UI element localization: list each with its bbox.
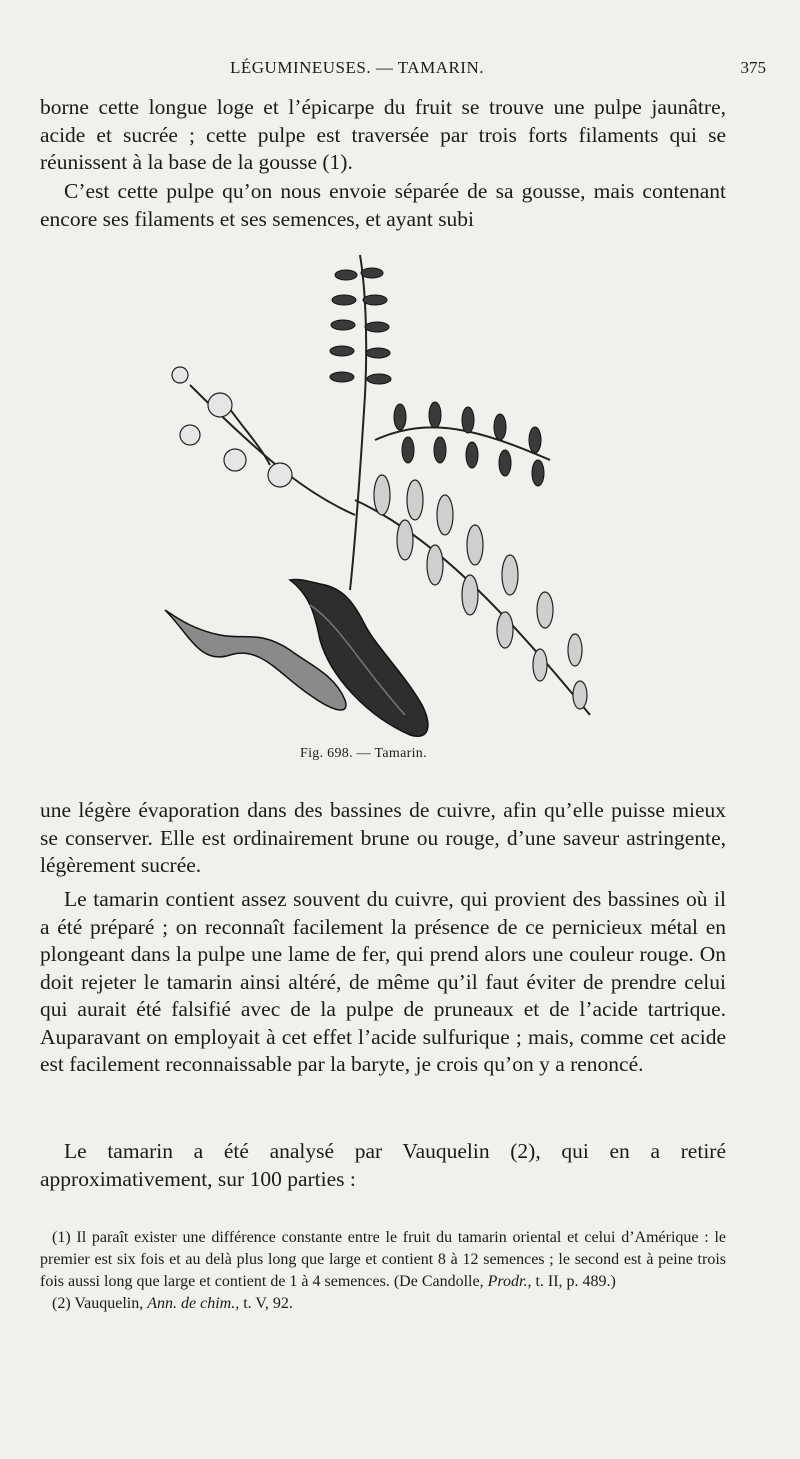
paragraph-5: Le tamarin a été analysé par Vauquelin (2), qui en a retiré approximativement, sur 100 parties : [40, 1139, 726, 1191]
footnotes [40, 1227, 726, 1315]
stem [350, 255, 366, 590]
footnote-1-text: (1) Il paraît exister une différence constante entre le fruit du tamarin oriental et celui d’Amérique : le premier est six fois et au delà plus long que large et contient 8 à 12 semences ; le second est à peine trois fois aussi long que large et contient de 1 à 4 semences. (De Candolle, [40, 1229, 726, 1290]
footnote-2-ref: , t. V, 92. [235, 1295, 293, 1312]
footnote-1-ref: , t. II, p. 489.) [527, 1273, 616, 1290]
paragraph-1: borne cette longue loge et l’épicarpe du fruit se trouve une pulpe jaunâtre, acide et sucrée ; cette pulpe est traversée par trois forts filaments qui se réunissent à la base de la gousse (1). [40, 95, 726, 174]
paragraph-3: une légère évaporation dans des bassines de cuivre, afin qu’elle puisse mieux se conserver. Elle est ordinairement brune ou rouge, d’une saveur astringente, légèrement sucrée. [40, 798, 726, 877]
footnote-2-text: (2) Vauquelin, [52, 1295, 148, 1312]
footnote-2-source: Ann. de chim. [147, 1295, 236, 1312]
paragraph-4: Le tamarin contient assez souvent du cuivre, qui provient des bassines où il a été préparé ; on reconnaît facilement la présence de ce pernicieux métal en plongeant dans la pulpe une lame de fer, qui prend alors une couleur rouge. On doit rejeter le tamarin ainsi altéré, de même qu’il faut éviter de prendre celui qui aurait été falsifié avec de la pulpe de pruneaux et de l’acide tartrique. Auparavant on employait à cet effet l’acide sulfurique ; mais, comme cet acide est facilement reconnaissable par la baryte, je crois qu’on y a renoncé. [40, 887, 726, 1076]
footnote-2 [40, 1293, 726, 1315]
footnote-1-source: Prodr. [487, 1273, 528, 1290]
footnote-1 [40, 1227, 726, 1293]
leaf-rachis-right [375, 427, 550, 460]
running-title: LÉGUMINEUSES. — TAMARIN. [230, 58, 484, 77]
page-number: 375 [740, 58, 766, 77]
tamarind-illustration [150, 245, 620, 740]
figure-caption: Fig. 698. — Tamarin. [300, 746, 427, 761]
paragraph-2: C’est cette pulpe qu’on nous envoie séparée de sa gousse, mais contenant encore ses filaments et ses semences, et ayant subi [40, 179, 726, 231]
running-header [40, 58, 766, 84]
